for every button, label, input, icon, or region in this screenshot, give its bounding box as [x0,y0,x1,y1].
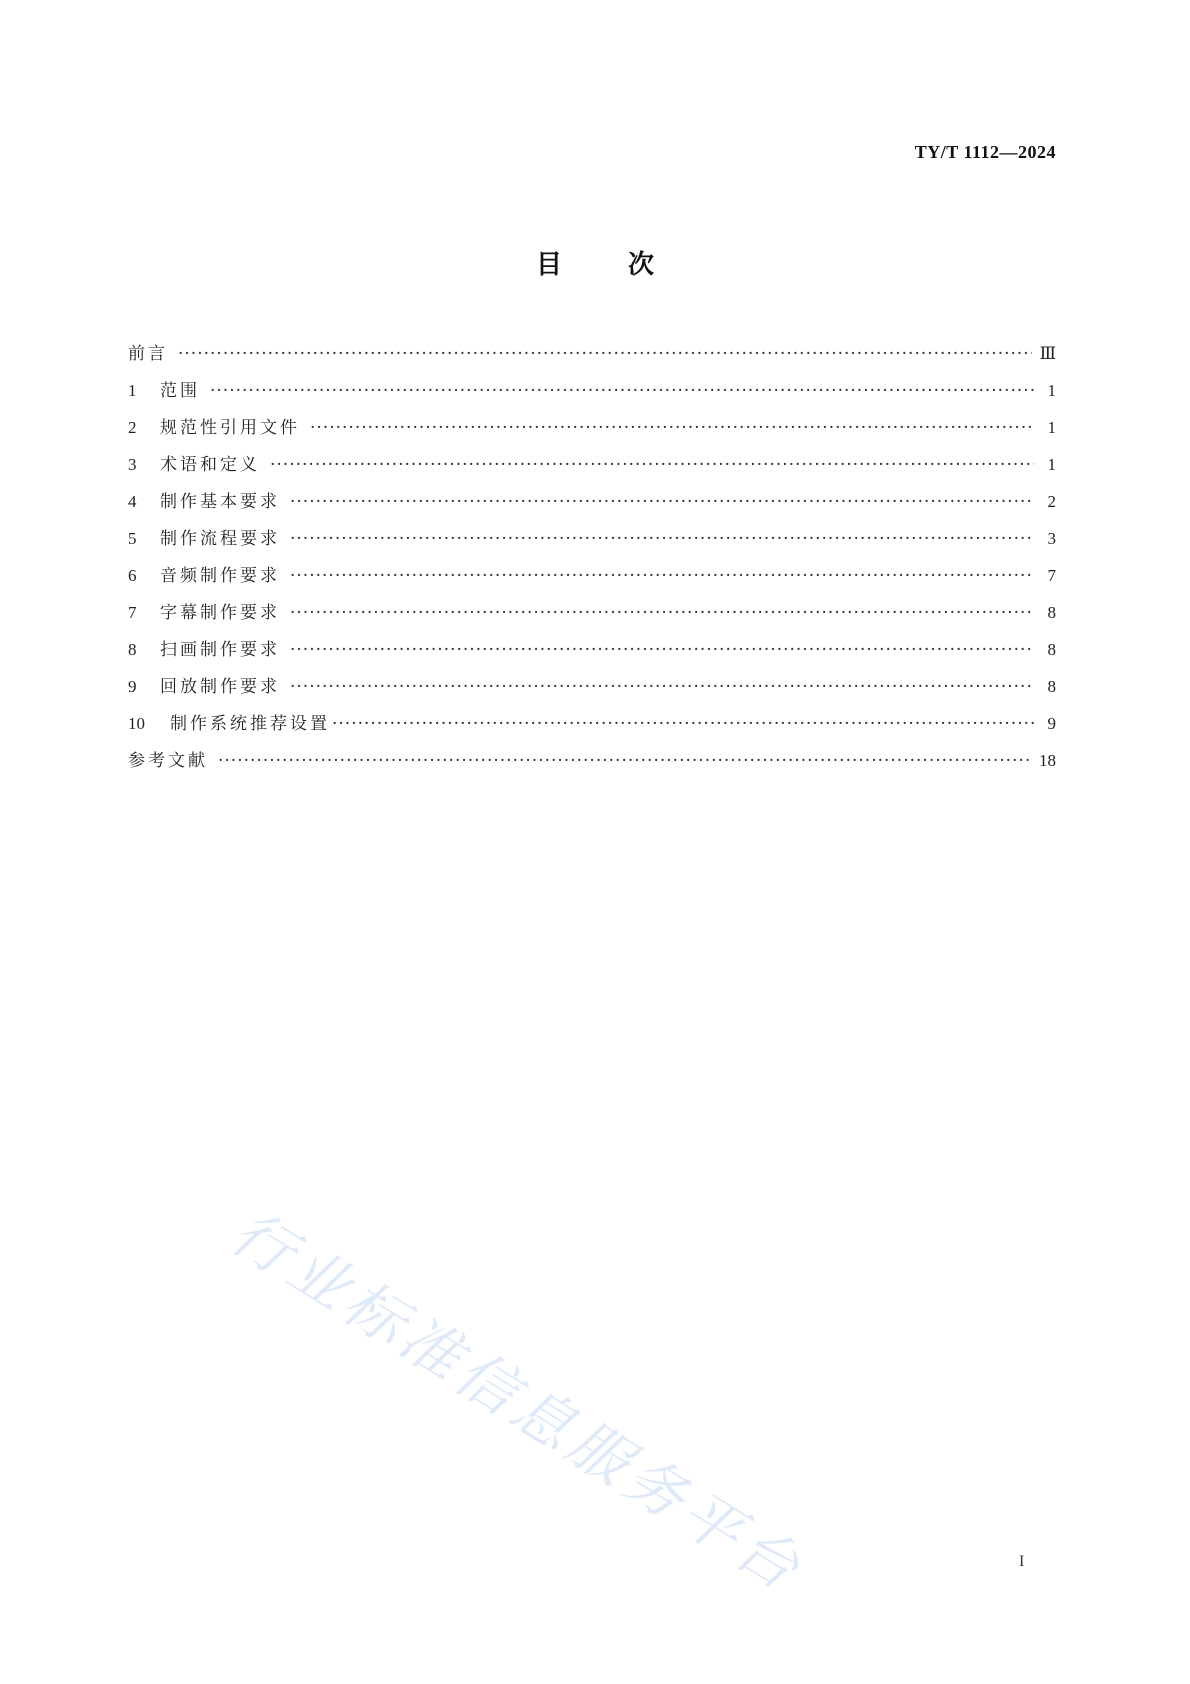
toc-entry-number: 2 [128,418,137,437]
toc-leader-dots [290,527,1034,551]
toc-entry-page: 3 [1047,529,1056,548]
page-number: I [1019,1553,1025,1570]
page-title [0,244,1190,281]
toc-leader-dots [290,564,1034,588]
toc-entry-label: 音频制作要求 [160,566,280,586]
toc-entry-number: 10 [128,714,145,733]
toc-entry-number: 7 [128,603,137,622]
toc-entry-number: 1 [128,381,137,400]
toc-entry-3[interactable] [128,453,1056,490]
toc-entry-10[interactable] [128,712,1056,749]
toc-leader-dots [218,749,1031,773]
toc-entry-6[interactable] [128,564,1056,601]
toc-entry-page: 8 [1047,603,1056,622]
table-of-contents [128,342,1056,786]
toc-entry-number: 6 [128,566,137,585]
toc-entry-page: 2 [1047,492,1056,511]
toc-entry-number: 4 [128,492,137,511]
toc-entry-9[interactable] [128,675,1056,712]
toc-leader-dots [178,342,1032,366]
toc-entry-bibliography[interactable] [128,749,1056,786]
toc-leader-dots [210,379,1034,403]
toc-entry-label: 回放制作要求 [160,677,280,697]
toc-entry-foreword[interactable] [128,342,1056,379]
toc-leader-dots [290,490,1034,514]
toc-entry-number: 5 [128,529,137,548]
toc-entry-label: 制作基本要求 [160,492,280,512]
toc-leader-dots [270,453,1034,477]
toc-entry-label: 规范性引用文件 [160,418,300,438]
toc-entry-label: 制作系统推荐设置 [170,714,330,734]
toc-entry-number: 9 [128,677,137,696]
toc-entry-page: 18 [1039,751,1056,770]
toc-leader-dots [290,601,1034,625]
toc-entry-2[interactable] [128,416,1056,453]
toc-entry-5[interactable] [128,527,1056,564]
toc-entry-page: Ⅲ [1039,344,1056,363]
toc-entry-page: 1 [1047,418,1056,437]
toc-entry-label: 制作流程要求 [160,529,280,549]
toc-entry-number: 8 [128,640,137,659]
toc-entry-8[interactable] [128,638,1056,675]
toc-entry-page: 1 [1047,381,1056,400]
toc-entry-label: 术语和定义 [160,455,260,475]
title-char-2: 次 [628,250,655,280]
toc-entry-page: 8 [1047,677,1056,696]
document-code: TY/T 1112—2024 [914,142,1056,162]
toc-leader-dots [332,712,1034,736]
toc-entry-label: 前言 [128,344,168,364]
toc-entry-1[interactable] [128,379,1056,416]
toc-entry-label: 参考文献 [128,751,208,771]
toc-entry-number: 3 [128,455,137,474]
toc-entry-7[interactable] [128,601,1056,638]
toc-leader-dots [310,416,1034,440]
toc-entry-4[interactable] [128,490,1056,527]
toc-entry-page: 9 [1047,714,1056,733]
toc-entry-label: 范围 [160,381,200,401]
toc-entry-label: 扫画制作要求 [160,640,280,660]
toc-leader-dots [290,675,1034,699]
toc-entry-label: 字幕制作要求 [160,603,280,623]
title-char-1: 目 [535,250,562,280]
toc-entry-page: 1 [1047,455,1056,474]
toc-entry-page: 7 [1047,566,1056,585]
toc-entry-page: 8 [1047,640,1056,659]
toc-leader-dots [290,638,1034,662]
watermark: 行业标准信息服务平台 [218,1197,816,1607]
